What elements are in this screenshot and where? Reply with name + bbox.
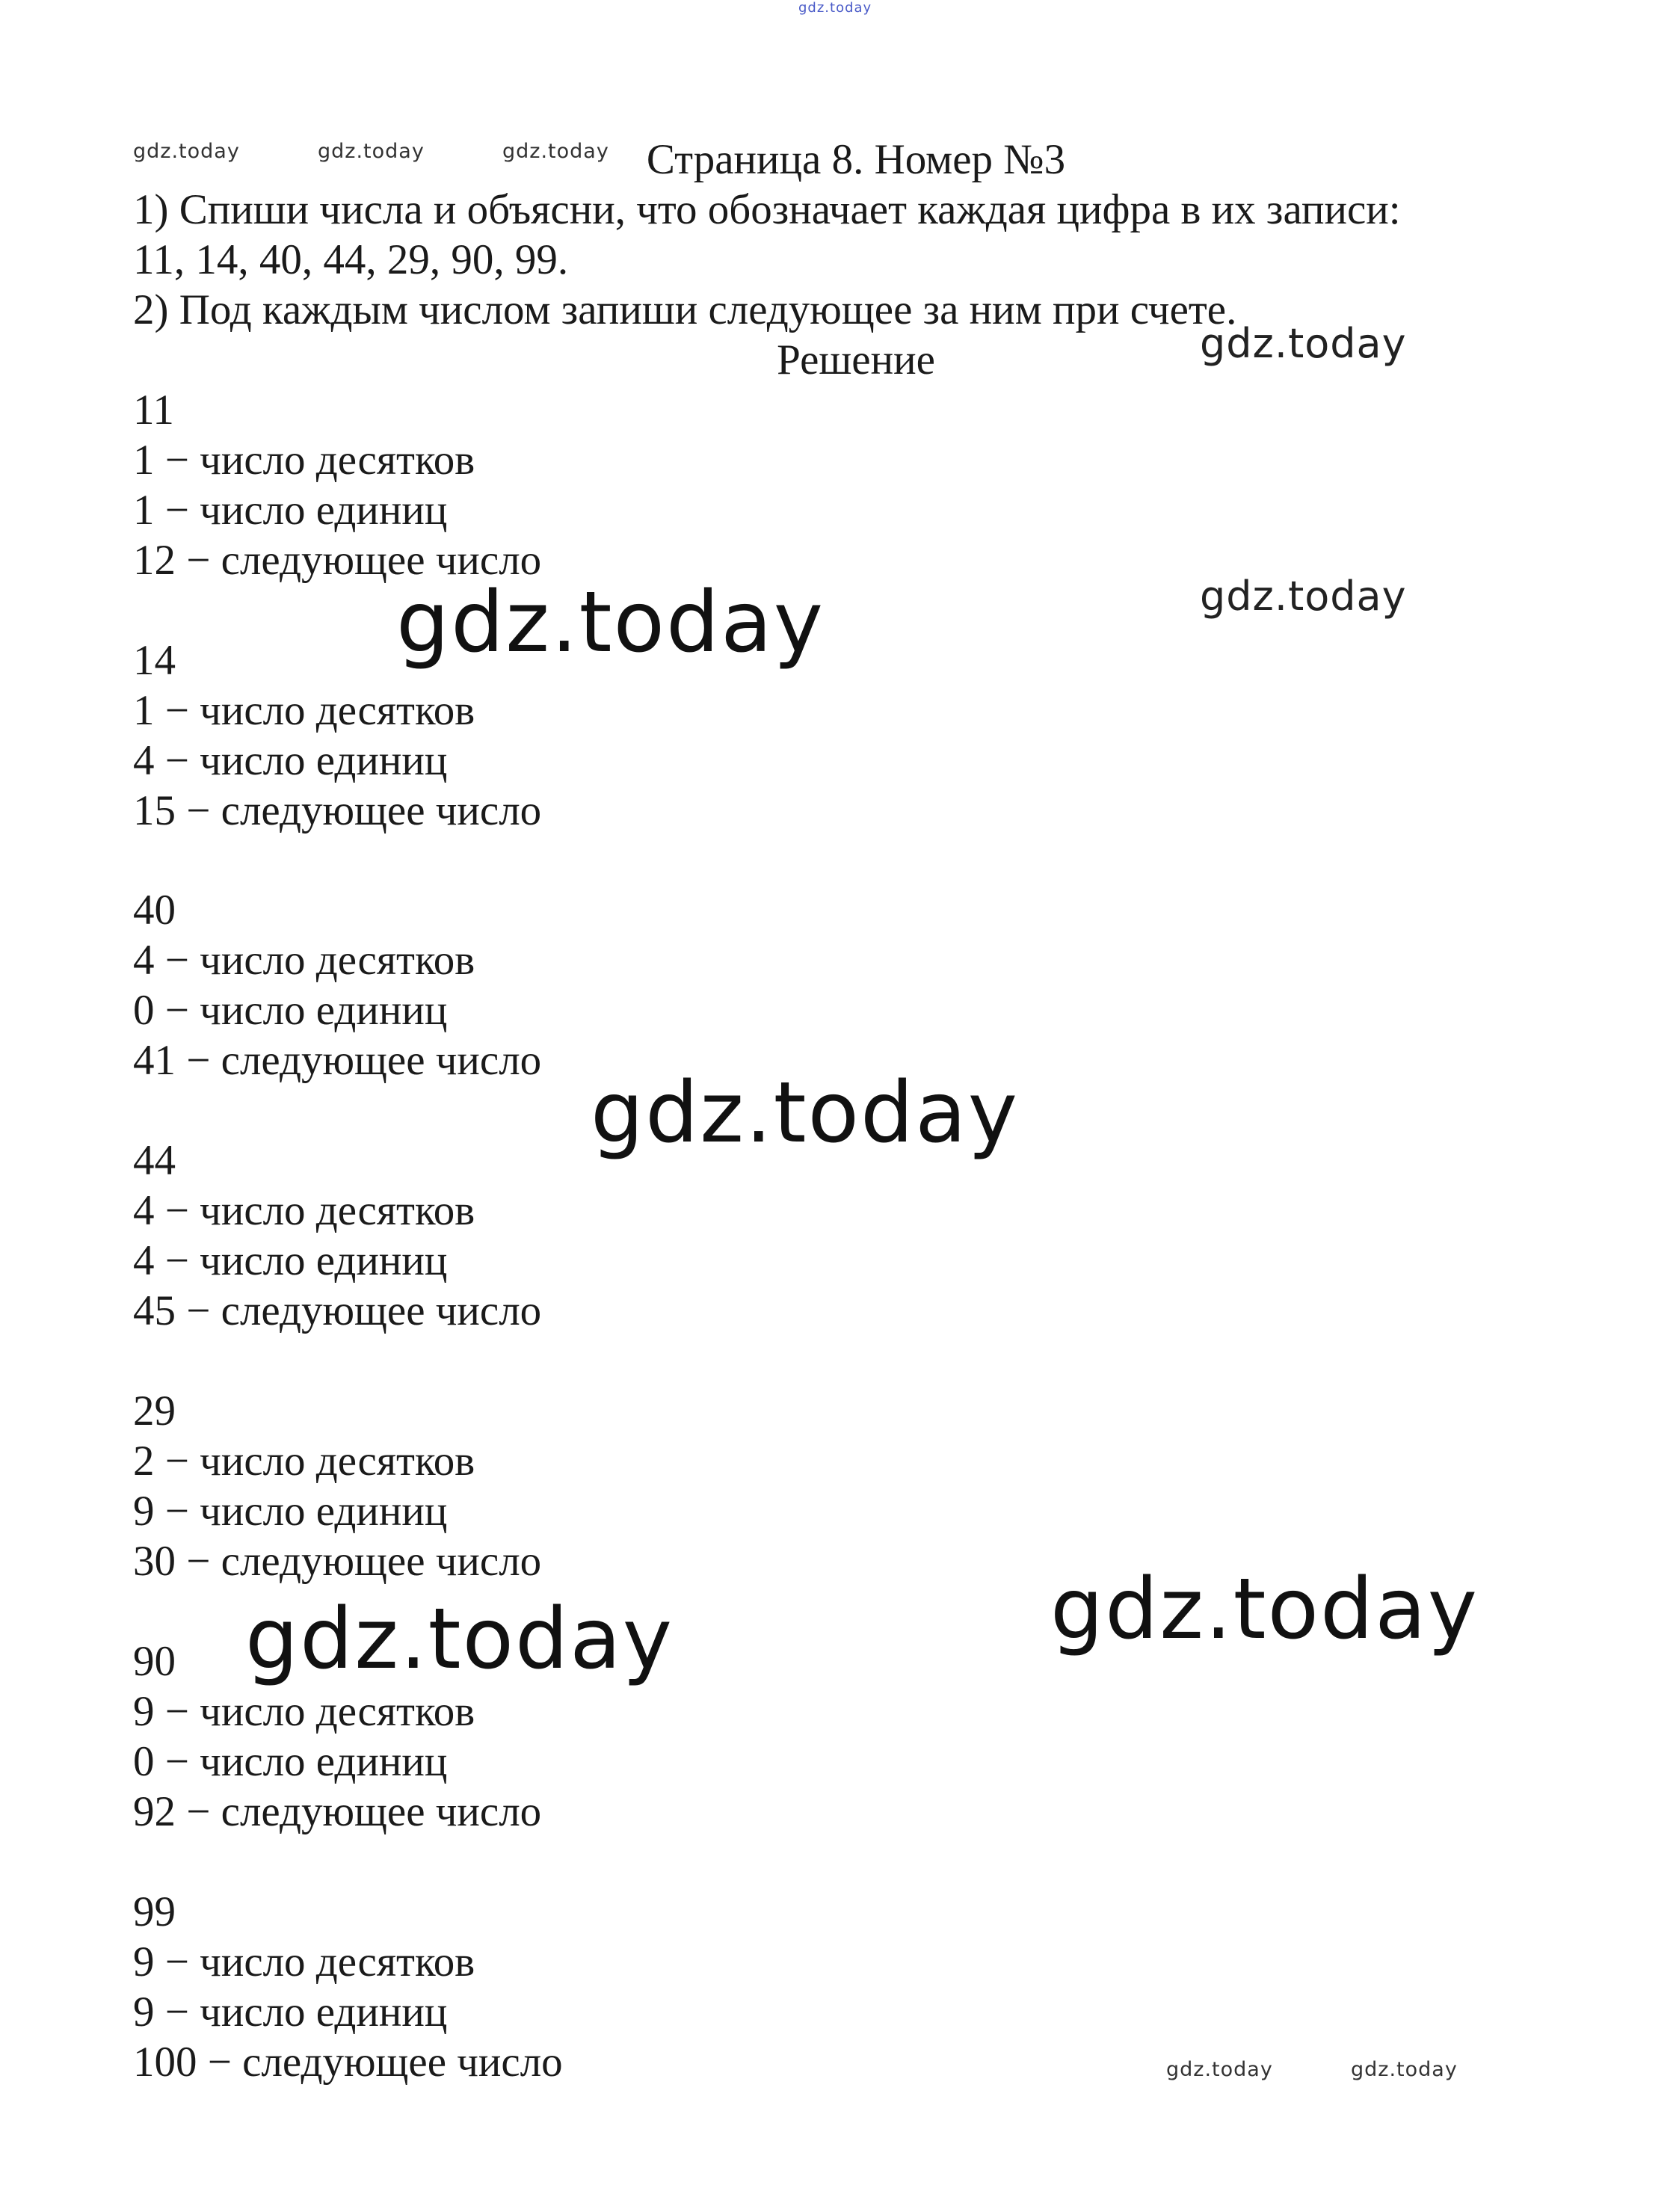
group-number: 44	[133, 1137, 176, 1184]
group-units: 9 − число единиц	[133, 1488, 448, 1535]
group-units: 9 − число единиц	[133, 1988, 448, 2036]
group-units: 0 − число единиц	[133, 1738, 448, 1785]
group-tens: 1 − число десятков	[133, 437, 475, 484]
task-line-3: 2) Под каждым числом запиши следующее за ним при счете.	[133, 286, 1237, 333]
group-next: 45 − следующее число	[133, 1287, 542, 1334]
group-units: 4 − число единиц	[133, 1237, 448, 1284]
group-tens: 2 − число десятков	[133, 1438, 475, 1485]
group-next: 41 − следующее число	[133, 1037, 542, 1084]
solution-heading: Решение	[777, 336, 935, 383]
watermark-header-2: gdz.today	[318, 140, 425, 163]
watermark-footer-2: gdz.today	[1351, 2058, 1458, 2081]
watermark-header-3: gdz.today	[502, 140, 609, 163]
watermark-right-1: gdz.today	[1200, 320, 1407, 367]
group-next: 30 − следующее число	[133, 1538, 542, 1585]
watermark-header-1: gdz.today	[133, 140, 240, 163]
group-number: 14	[133, 637, 176, 684]
group-units: 4 − число единиц	[133, 737, 448, 784]
task-line-1: 1) Спиши числа и объясни, что обозначает каждая цифра в их записи:	[133, 186, 1401, 233]
group-next: 12 − следующее число	[133, 537, 542, 584]
watermark-large-1: gdz.today	[396, 574, 825, 671]
group-next: 15 − следующее число	[133, 787, 542, 834]
watermark-large-3: gdz.today	[1050, 1561, 1479, 1658]
watermark-large-4: gdz.today	[245, 1591, 674, 1688]
group-number: 40	[133, 887, 176, 934]
watermark-right-2: gdz.today	[1200, 573, 1407, 620]
group-tens: 4 − число десятков	[133, 937, 475, 984]
group-next: 100 − следующее число	[133, 2039, 563, 2086]
watermark-footer-1: gdz.today	[1166, 2058, 1273, 2081]
page-title: Страница 8. Номер №3	[646, 136, 1066, 183]
task-line-2: 11, 14, 40, 44, 29, 90, 99.	[133, 236, 569, 283]
group-tens: 9 − число десятков	[133, 1938, 475, 1985]
group-tens: 4 − число десятков	[133, 1187, 475, 1234]
watermark-top: gdz.today	[798, 0, 872, 16]
group-tens: 1 − число десятков	[133, 687, 475, 734]
group-tens: 9 − число десятков	[133, 1688, 475, 1735]
group-number: 99	[133, 1888, 176, 1935]
group-units: 1 − число единиц	[133, 487, 448, 534]
group-number: 90	[133, 1638, 176, 1685]
group-number: 11	[133, 386, 174, 434]
group-number: 29	[133, 1387, 176, 1435]
group-next: 92 − следующее число	[133, 1788, 542, 1835]
watermark-large-2: gdz.today	[591, 1065, 1020, 1162]
group-units: 0 − число единиц	[133, 987, 448, 1034]
